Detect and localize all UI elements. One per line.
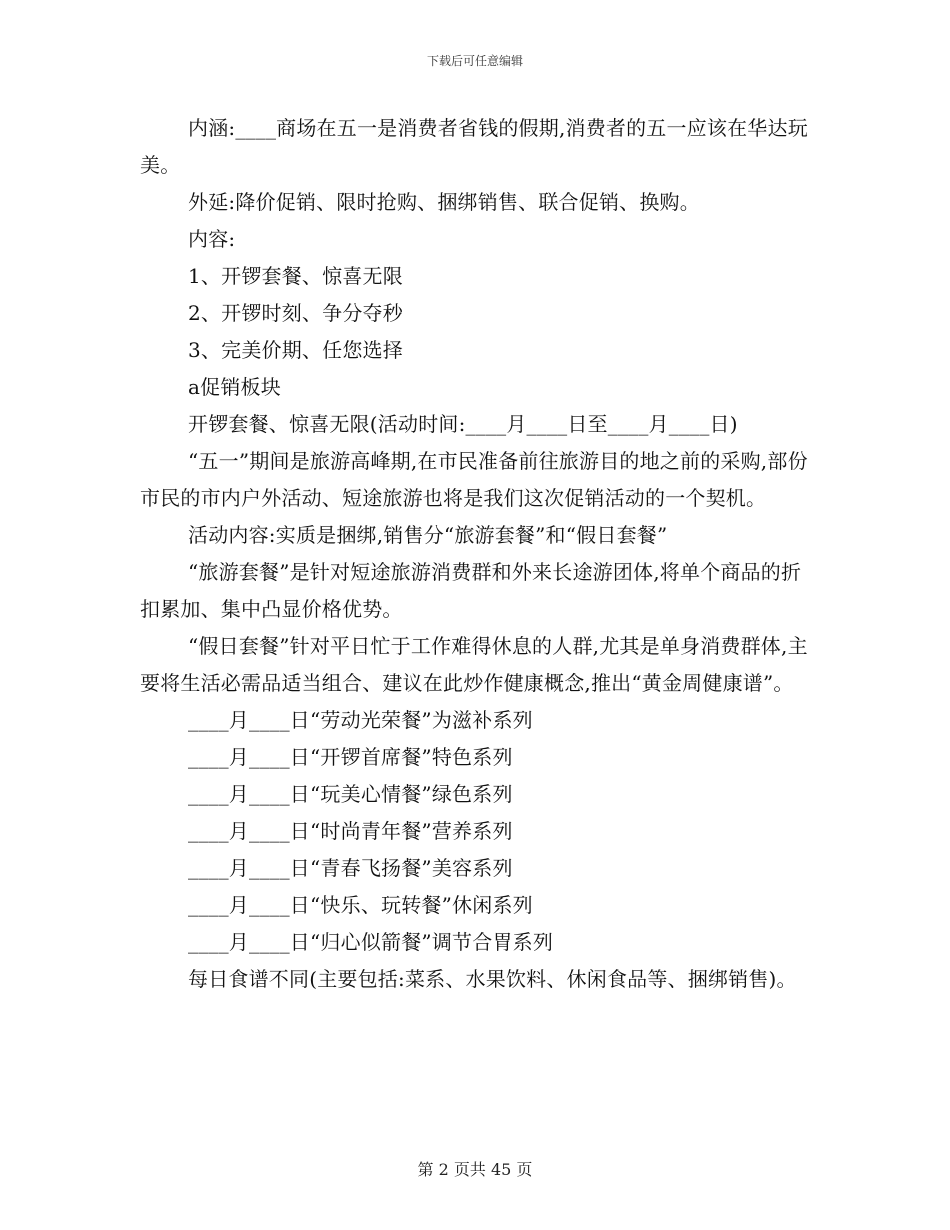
document-body [140,110,810,998]
paragraph-holiday-package: “假日套餐”针对平日忙于工作难得休息的人群,尤其是单身消费群体,主要将生活必需品适当组合、建议在此炒作健康概念,推出“黄金周健康谱”。 [140,634,808,695]
paragraph-activity-time: 开锣套餐、惊喜无限(活动时间:____月____日至____月____日) [188,412,738,436]
schedule-item: ____月____日“玩美心情餐”绿色系列 [188,782,513,806]
list-item: 1、开锣套餐、惊喜无限 [188,264,403,288]
paragraph-content-heading: 内容: [188,227,236,251]
schedule-item: ____月____日“青春飞扬餐”美容系列 [188,856,513,880]
page-header: 下载后可任意编辑 [426,54,523,68]
schedule-item: ____月____日“时尚青年餐”营养系列 [188,819,513,843]
paragraph-activity-content: 活动内容:实质是捆绑,销售分“旅游套餐”和“假日套餐” [188,523,668,547]
schedule-item: ____月____日“快乐、玩转餐”休闲系列 [188,893,533,917]
section-heading: a促销板块 [188,375,281,399]
schedule-item: ____月____日“劳动光荣餐”为滋补系列 [188,708,533,732]
schedule-item: ____月____日“开锣首席餐”特色系列 [188,745,513,769]
list-item: 2、开锣时刻、争分夺秒 [188,301,403,325]
paragraph-connotation: 内涵:____商场在五一是消费者省钱的假期,消费者的五一应该在华达玩美。 [140,116,808,177]
paragraph-travel-package: “旅游套餐”是针对短途旅游消费群和外来长途游团体,将单个商品的折扣累加、集中凸显价格优势。 [140,560,802,621]
paragraph-extension: 外延:降价促销、限时抢购、捆绑销售、联合促销、换购。 [188,190,700,214]
list-item: 3、完美价期、任您选择 [188,338,403,362]
schedule-item: ____月____日“归心似箭餐”调节合胃系列 [188,930,554,954]
page-footer: 第 2 页共 45 页 [417,1160,533,1179]
paragraph-daily-menu: 每日食谱不同(主要包括:菜系、水果饮料、休闲食品等、捆绑销售)。 [188,967,797,991]
paragraph-may-day: “五一”期间是旅游高峰期,在市民准备前往旅游目的地之前的采购,部份市民的市内户外活动、短途旅游也将是我们这次促销活动的一个契机。 [140,449,808,510]
